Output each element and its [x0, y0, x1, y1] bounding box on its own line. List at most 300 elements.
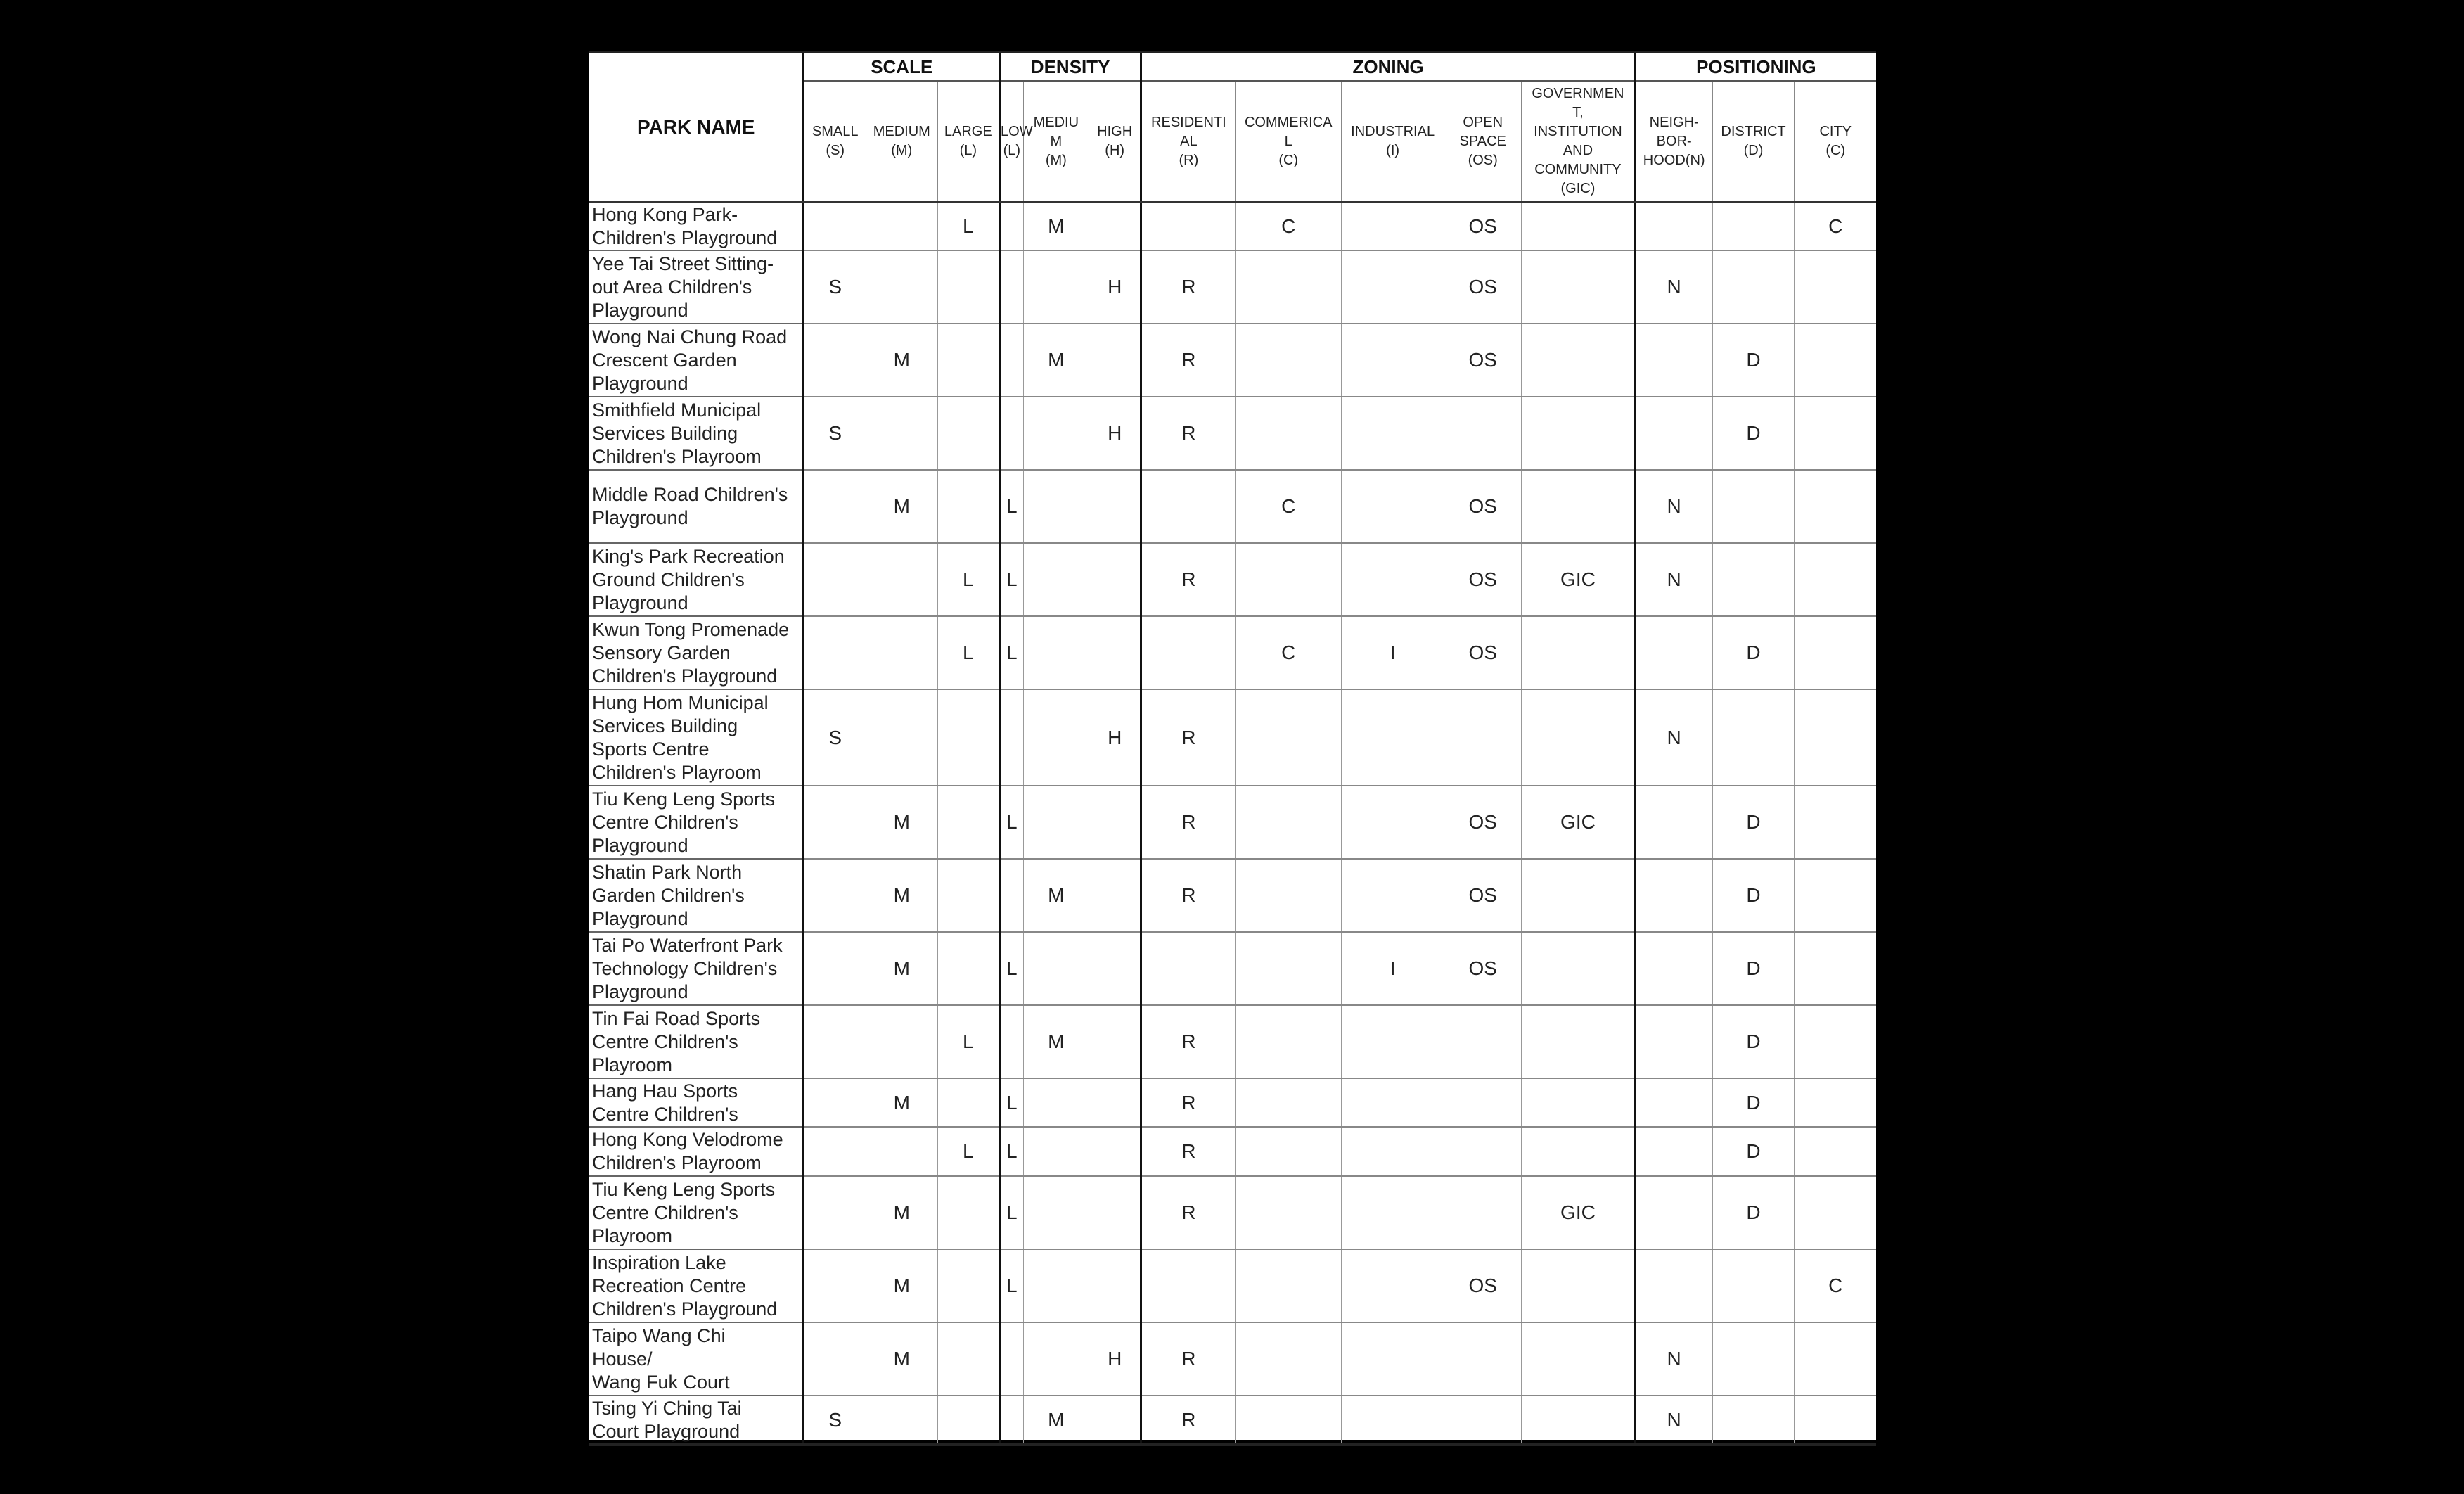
cell-open-space: OS — [1444, 786, 1522, 859]
cell-district: D — [1712, 859, 1795, 932]
cell-open-space: OS — [1444, 859, 1522, 932]
cell-small — [804, 859, 866, 932]
cell-district: D — [1712, 786, 1795, 859]
cell-neighborhood: N — [1635, 470, 1712, 543]
cell-high — [1089, 1078, 1141, 1127]
table-row — [589, 1078, 1876, 1127]
cell-low — [1000, 250, 1024, 324]
table-row — [589, 1176, 1876, 1249]
cell-residential: R — [1141, 1322, 1236, 1396]
cell-district: D — [1712, 1005, 1795, 1078]
cell-gic — [1522, 932, 1636, 1005]
cell-residential: R — [1141, 1005, 1236, 1078]
column-header-high: HIGH (H) — [1089, 81, 1141, 203]
cell-residential: R — [1141, 786, 1236, 859]
cell-commercial — [1236, 1249, 1341, 1322]
cell-medium-density — [1023, 397, 1089, 470]
cell-district — [1712, 543, 1795, 616]
cell-district: D — [1712, 1176, 1795, 1249]
table-row — [589, 203, 1876, 251]
cell-neighborhood: N — [1635, 689, 1712, 786]
cell-district: D — [1712, 1127, 1795, 1176]
cell-open-space — [1444, 397, 1522, 470]
cell-city: C — [1795, 1249, 1876, 1322]
park-name-cell: Wong Nai Chung Road Crescent Garden Playground — [589, 324, 804, 397]
cell-residential: R — [1141, 1176, 1236, 1249]
cell-medium-density — [1023, 543, 1089, 616]
cell-low — [1000, 859, 1024, 932]
cell-industrial — [1341, 1396, 1444, 1445]
cell-gic: GIC — [1522, 786, 1636, 859]
column-header-commercial: COMMERICA L (C) — [1236, 81, 1341, 203]
cell-medium-density: M — [1023, 203, 1089, 251]
cell-large: L — [937, 543, 999, 616]
cell-medium-density — [1023, 1249, 1089, 1322]
cell-open-space: OS — [1444, 324, 1522, 397]
cell-small — [804, 470, 866, 543]
park-name-cell: Hang Hau Sports Centre Children's — [589, 1078, 804, 1127]
table-row — [589, 932, 1876, 1005]
group-header-row — [589, 52, 1876, 81]
cell-industrial — [1341, 1005, 1444, 1078]
cell-neighborhood — [1635, 786, 1712, 859]
table-row — [589, 250, 1876, 324]
cell-low: L — [1000, 1249, 1024, 1322]
cell-large: L — [937, 1127, 999, 1176]
cell-district — [1712, 1249, 1795, 1322]
cell-neighborhood: N — [1635, 1322, 1712, 1396]
park-name-cell: Smithfield Municipal Services Building Children's Playroom — [589, 397, 804, 470]
cell-small — [804, 1005, 866, 1078]
cell-gic — [1522, 1322, 1636, 1396]
cell-medium-density — [1023, 689, 1089, 786]
cell-gic — [1522, 397, 1636, 470]
cell-small: S — [804, 689, 866, 786]
cell-district — [1712, 470, 1795, 543]
park-name-cell: Middle Road Children's Playground — [589, 470, 804, 543]
cell-district: D — [1712, 324, 1795, 397]
cell-residential — [1141, 470, 1236, 543]
cell-city — [1795, 1005, 1876, 1078]
cell-large — [937, 250, 999, 324]
cell-large — [937, 689, 999, 786]
cell-small: S — [804, 1396, 866, 1445]
cell-low: L — [1000, 1078, 1024, 1127]
table-row — [589, 543, 1876, 616]
scale-group-header: SCALE — [804, 52, 1000, 81]
cell-district — [1712, 689, 1795, 786]
cell-medium-density — [1023, 786, 1089, 859]
cell-city — [1795, 859, 1876, 932]
cell-small — [804, 1078, 866, 1127]
cell-commercial: C — [1236, 470, 1341, 543]
cell-residential — [1141, 932, 1236, 1005]
cell-large: L — [937, 1005, 999, 1078]
cell-low — [1000, 689, 1024, 786]
cell-industrial — [1341, 689, 1444, 786]
cell-commercial — [1236, 250, 1341, 324]
cell-industrial — [1341, 324, 1444, 397]
zoning-group-header: ZONING — [1141, 52, 1636, 81]
table-row — [589, 689, 1876, 786]
cell-low: L — [1000, 543, 1024, 616]
cell-medium: M — [866, 324, 937, 397]
cell-city — [1795, 1127, 1876, 1176]
cell-neighborhood — [1635, 397, 1712, 470]
cell-gic: GIC — [1522, 543, 1636, 616]
cell-open-space: OS — [1444, 616, 1522, 689]
park-name-cell: Tin Fai Road Sports Centre Children's Playroom — [589, 1005, 804, 1078]
cell-large — [937, 1078, 999, 1127]
cell-neighborhood: N — [1635, 543, 1712, 616]
cell-large — [937, 1396, 999, 1445]
cell-high — [1089, 1127, 1141, 1176]
cell-medium — [866, 1396, 937, 1445]
cell-small — [804, 324, 866, 397]
cell-small — [804, 1176, 866, 1249]
cell-residential: R — [1141, 324, 1236, 397]
cell-high — [1089, 543, 1141, 616]
cell-gic — [1522, 859, 1636, 932]
cell-large — [937, 932, 999, 1005]
cell-industrial: I — [1341, 932, 1444, 1005]
cell-city — [1795, 1176, 1876, 1249]
cell-medium-density: M — [1023, 1396, 1089, 1445]
cell-medium — [866, 250, 937, 324]
cell-city — [1795, 250, 1876, 324]
column-header-low: LOW (L) — [1000, 81, 1024, 203]
cell-medium-density — [1023, 1322, 1089, 1396]
cell-large — [937, 397, 999, 470]
cell-neighborhood — [1635, 324, 1712, 397]
cell-medium — [866, 203, 937, 251]
cell-industrial: I — [1341, 616, 1444, 689]
cell-gic — [1522, 1005, 1636, 1078]
park-name-cell: Inspiration Lake Recreation Centre Children's Playground — [589, 1249, 804, 1322]
park-name-cell: Kwun Tong Promenade Sensory Garden Children's Playground — [589, 616, 804, 689]
cell-high — [1089, 616, 1141, 689]
table-header — [589, 52, 1876, 203]
cell-large — [937, 470, 999, 543]
cell-medium-density — [1023, 1078, 1089, 1127]
table-row — [589, 1396, 1876, 1445]
park-name-cell: Taipo Wang Chi House/ Wang Fuk Court — [589, 1322, 804, 1396]
cell-small — [804, 932, 866, 1005]
cell-residential: R — [1141, 1127, 1236, 1176]
cell-commercial — [1236, 1322, 1341, 1396]
cell-neighborhood — [1635, 1249, 1712, 1322]
cell-district: D — [1712, 1078, 1795, 1127]
park-name-cell: Tsing Yi Ching Tai Court Playground — [589, 1396, 804, 1445]
park-classification-table — [589, 51, 1876, 1446]
cell-neighborhood — [1635, 859, 1712, 932]
cell-high — [1089, 324, 1141, 397]
cell-large — [937, 324, 999, 397]
cell-medium: M — [866, 859, 937, 932]
cell-city — [1795, 616, 1876, 689]
cell-small: S — [804, 250, 866, 324]
cell-commercial — [1236, 1078, 1341, 1127]
cell-high — [1089, 1005, 1141, 1078]
table-row — [589, 397, 1876, 470]
park-name-cell: Tiu Keng Leng Sports Centre Children's Playroom — [589, 1176, 804, 1249]
cell-neighborhood — [1635, 1005, 1712, 1078]
cell-small — [804, 616, 866, 689]
cell-industrial — [1341, 1078, 1444, 1127]
cell-residential — [1141, 1249, 1236, 1322]
cell-commercial — [1236, 397, 1341, 470]
cell-residential: R — [1141, 689, 1236, 786]
cell-open-space — [1444, 689, 1522, 786]
column-header-open-space: OPEN SPACE (OS) — [1444, 81, 1522, 203]
density-group-header: DENSITY — [1000, 52, 1141, 81]
cell-medium — [866, 397, 937, 470]
cell-high — [1089, 1249, 1141, 1322]
park-name-cell: Yee Tai Street Sitting- out Area Children's Playground — [589, 250, 804, 324]
cell-medium: M — [866, 932, 937, 1005]
cell-industrial — [1341, 1322, 1444, 1396]
cell-small — [804, 1127, 866, 1176]
park-name-cell: Tai Po Waterfront Park Technology Children's Playground — [589, 932, 804, 1005]
cell-gic — [1522, 689, 1636, 786]
table-row — [589, 786, 1876, 859]
cell-high — [1089, 470, 1141, 543]
cell-medium-density — [1023, 470, 1089, 543]
cell-medium-density — [1023, 932, 1089, 1005]
cell-city — [1795, 1078, 1876, 1127]
cell-district: D — [1712, 932, 1795, 1005]
cell-low — [1000, 1396, 1024, 1445]
cell-gic — [1522, 470, 1636, 543]
cell-city — [1795, 932, 1876, 1005]
cell-small — [804, 1322, 866, 1396]
cell-medium — [866, 616, 937, 689]
cell-high: H — [1089, 397, 1141, 470]
cell-industrial — [1341, 1176, 1444, 1249]
cell-medium: M — [866, 1176, 937, 1249]
cell-small — [804, 1249, 866, 1322]
cell-open-space — [1444, 1078, 1522, 1127]
column-header-neighborhood: NEIGH- BOR- HOOD(N) — [1635, 81, 1712, 203]
cell-neighborhood — [1635, 1127, 1712, 1176]
cell-gic — [1522, 203, 1636, 251]
cell-gic — [1522, 1396, 1636, 1445]
table-row — [589, 1127, 1876, 1176]
cell-low — [1000, 397, 1024, 470]
cell-neighborhood — [1635, 203, 1712, 251]
cell-open-space — [1444, 1176, 1522, 1249]
cell-medium: M — [866, 1078, 937, 1127]
cell-medium — [866, 543, 937, 616]
cell-district — [1712, 250, 1795, 324]
cell-neighborhood — [1635, 932, 1712, 1005]
cell-open-space: OS — [1444, 932, 1522, 1005]
cell-small — [804, 786, 866, 859]
cell-residential: R — [1141, 859, 1236, 932]
cell-low — [1000, 1005, 1024, 1078]
cell-city: C — [1795, 203, 1876, 251]
cell-commercial — [1236, 1396, 1341, 1445]
cell-city — [1795, 397, 1876, 470]
cell-commercial — [1236, 1176, 1341, 1249]
cell-medium — [866, 689, 937, 786]
cell-high: H — [1089, 250, 1141, 324]
table-body — [589, 203, 1876, 1445]
cell-neighborhood — [1635, 1078, 1712, 1127]
table-row — [589, 859, 1876, 932]
cell-high — [1089, 786, 1141, 859]
cell-medium — [866, 1005, 937, 1078]
cell-medium: M — [866, 1249, 937, 1322]
park-name-cell: Hung Hom Municipal Services Building Sports Centre Children's Playroom — [589, 689, 804, 786]
cell-city — [1795, 324, 1876, 397]
cell-open-space — [1444, 1396, 1522, 1445]
cell-high — [1089, 1396, 1141, 1445]
cell-medium: M — [866, 786, 937, 859]
cell-city — [1795, 470, 1876, 543]
park-name-cell: Hong Kong Park- Children's Playground — [589, 203, 804, 251]
cell-low: L — [1000, 1176, 1024, 1249]
table-row — [589, 324, 1876, 397]
column-header-medium: MEDIUM (M) — [866, 81, 937, 203]
cell-open-space: OS — [1444, 203, 1522, 251]
cell-commercial — [1236, 543, 1341, 616]
cell-commercial — [1236, 859, 1341, 932]
cell-small: S — [804, 397, 866, 470]
column-header-small: SMALL (S) — [804, 81, 866, 203]
table-row — [589, 1249, 1876, 1322]
cell-neighborhood: N — [1635, 1396, 1712, 1445]
cell-open-space — [1444, 1322, 1522, 1396]
cell-gic — [1522, 1249, 1636, 1322]
cell-open-space — [1444, 1127, 1522, 1176]
cell-large — [937, 1249, 999, 1322]
table-row — [589, 1005, 1876, 1078]
positioning-group-header: POSITIONING — [1635, 52, 1876, 81]
cell-high: H — [1089, 1322, 1141, 1396]
cell-commercial — [1236, 324, 1341, 397]
cell-low: L — [1000, 470, 1024, 543]
cell-medium-density — [1023, 616, 1089, 689]
cell-large — [937, 1322, 999, 1396]
cell-gic — [1522, 1127, 1636, 1176]
cell-district: D — [1712, 397, 1795, 470]
cell-medium: M — [866, 470, 937, 543]
cell-medium — [866, 1127, 937, 1176]
cell-city — [1795, 543, 1876, 616]
cell-open-space: OS — [1444, 470, 1522, 543]
cell-large: L — [937, 616, 999, 689]
cell-industrial — [1341, 470, 1444, 543]
cell-gic — [1522, 616, 1636, 689]
cell-industrial — [1341, 250, 1444, 324]
cell-commercial — [1236, 1127, 1341, 1176]
table-row — [589, 470, 1876, 543]
cell-high — [1089, 1176, 1141, 1249]
cell-high — [1089, 932, 1141, 1005]
cell-commercial: C — [1236, 616, 1341, 689]
column-header-industrial: INDUSTRIAL (I) — [1341, 81, 1444, 203]
cell-residential: R — [1141, 1396, 1236, 1445]
cell-high — [1089, 859, 1141, 932]
cell-residential: R — [1141, 1078, 1236, 1127]
cell-low: L — [1000, 932, 1024, 1005]
cell-commercial — [1236, 786, 1341, 859]
cell-large — [937, 1176, 999, 1249]
cell-gic — [1522, 250, 1636, 324]
cell-district — [1712, 1396, 1795, 1445]
park-name-cell: Tiu Keng Leng Sports Centre Children's Playground — [589, 786, 804, 859]
cell-industrial — [1341, 203, 1444, 251]
column-header-district: DISTRICT (D) — [1712, 81, 1795, 203]
table-row — [589, 616, 1876, 689]
cell-residential — [1141, 616, 1236, 689]
cell-medium-density — [1023, 250, 1089, 324]
cell-city — [1795, 689, 1876, 786]
park-name-cell: King's Park Recreation Ground Children's Playground — [589, 543, 804, 616]
column-header-residential: RESIDENTI AL (R) — [1141, 81, 1236, 203]
column-header-gic: GOVERNMEN T, INSTITUTION AND COMMUNITY (GIC) — [1522, 81, 1636, 203]
column-header-medium-density: MEDIU M (M) — [1023, 81, 1089, 203]
cell-industrial — [1341, 786, 1444, 859]
cell-small — [804, 203, 866, 251]
cell-industrial — [1341, 397, 1444, 470]
column-header-large: LARGE (L) — [937, 81, 999, 203]
park-classification-document — [589, 51, 1876, 1440]
cell-city — [1795, 786, 1876, 859]
cell-gic — [1522, 324, 1636, 397]
cell-district: D — [1712, 616, 1795, 689]
cell-industrial — [1341, 543, 1444, 616]
cell-neighborhood — [1635, 1176, 1712, 1249]
cell-city — [1795, 1322, 1876, 1396]
park-name-header: PARK NAME — [589, 52, 804, 203]
cell-open-space: OS — [1444, 1249, 1522, 1322]
cell-medium-density — [1023, 1176, 1089, 1249]
cell-commercial — [1236, 1005, 1341, 1078]
cell-small — [804, 543, 866, 616]
cell-low — [1000, 203, 1024, 251]
cell-neighborhood — [1635, 616, 1712, 689]
table-row — [589, 1322, 1876, 1396]
cell-residential: R — [1141, 543, 1236, 616]
cell-open-space: OS — [1444, 250, 1522, 324]
cell-open-space — [1444, 1005, 1522, 1078]
cell-medium-density: M — [1023, 324, 1089, 397]
cell-city — [1795, 1396, 1876, 1445]
cell-residential: R — [1141, 397, 1236, 470]
cell-medium-density: M — [1023, 1005, 1089, 1078]
cell-residential — [1141, 203, 1236, 251]
cell-medium: M — [866, 1322, 937, 1396]
cell-district — [1712, 203, 1795, 251]
cell-medium-density: M — [1023, 859, 1089, 932]
cell-gic: GIC — [1522, 1176, 1636, 1249]
park-name-cell: Hong Kong Velodrome Children's Playroom — [589, 1127, 804, 1176]
cell-low: L — [1000, 1127, 1024, 1176]
cell-high — [1089, 203, 1141, 251]
cell-industrial — [1341, 1249, 1444, 1322]
cell-residential: R — [1141, 250, 1236, 324]
cell-high: H — [1089, 689, 1141, 786]
cell-large: L — [937, 203, 999, 251]
column-header-city: CITY (C) — [1795, 81, 1876, 203]
cell-commercial — [1236, 932, 1341, 1005]
cell-commercial — [1236, 689, 1341, 786]
cell-commercial: C — [1236, 203, 1341, 251]
cell-gic — [1522, 1078, 1636, 1127]
cell-medium-density — [1023, 1127, 1089, 1176]
